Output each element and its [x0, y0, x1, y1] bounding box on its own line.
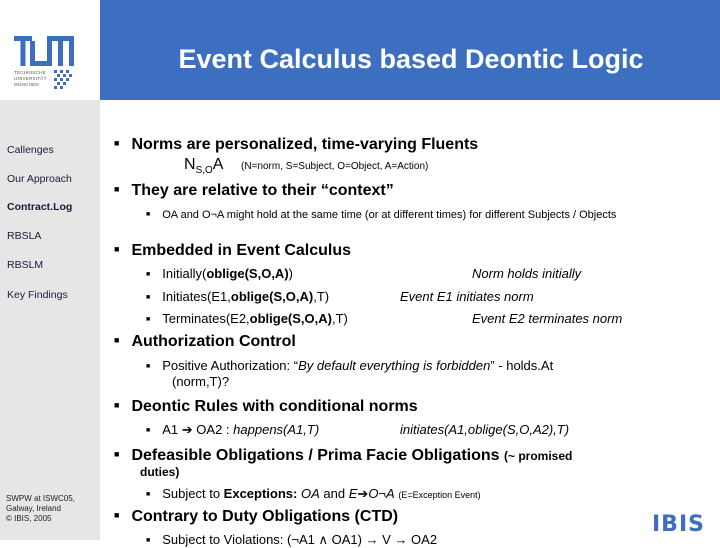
- bullet-square-icon: ■: [114, 449, 120, 459]
- bullet-square-icon: ■: [114, 244, 120, 254]
- sidebar-item-rbsla[interactable]: RBSLA: [7, 230, 42, 242]
- auth-positive-line2: (norm,T)?: [172, 374, 230, 389]
- bullet-authorization: ■ Authorization Control: [114, 333, 296, 350]
- ec-terminates-note: Event E2 terminates norm: [472, 311, 623, 326]
- bullet-deontic: ■ Deontic Rules with conditional norms: [114, 398, 418, 415]
- slide-title: Event Calculus based Deontic Logic: [178, 44, 644, 74]
- defeasible-note-line2: duties): [140, 465, 180, 479]
- defeasible-exceptions: ■ Subject to Exceptions: OA and E➔O¬A (E=Exception Event): [146, 486, 481, 501]
- sidebar-item-key-findings[interactable]: Key Findings: [7, 289, 68, 301]
- ctd-violations: ■ Subject to Violations: (¬A1 ∧ OA1) → V → OA2: [146, 532, 438, 547]
- bullet-square-icon: ■: [146, 271, 151, 278]
- bullet-square-icon: ■: [114, 510, 120, 520]
- sidebar-item-challenges[interactable]: Callenges: [7, 144, 54, 156]
- bullet-square-icon: ■: [146, 294, 151, 301]
- sidebar: [0, 100, 100, 540]
- bullet-square-icon: ■: [114, 400, 120, 410]
- bullet-square-icon: ■: [146, 363, 151, 370]
- bullet-defeasible: ■ Defeasible Obligations / Prima Facie Obligations (~ promised: [114, 447, 573, 464]
- ibis-logo: IBIS: [652, 512, 705, 537]
- auth-positive: ■ Positive Authorization: “By default everything is forbidden” - holds.At: [146, 358, 554, 373]
- bullet-square-icon: ■: [146, 491, 151, 498]
- ec-initiates: ■ Initiates(E1,oblige(S,O,A),T): [146, 289, 330, 304]
- tum-logo-grid-icon: [54, 70, 76, 90]
- sidebar-item-rbslm[interactable]: RBSLM: [7, 259, 44, 271]
- footer-line: Galway, Ireland: [6, 504, 61, 513]
- bullet-square-icon: ■: [146, 427, 151, 434]
- norm-formula: $N_{S,O}A$ (N=norm, S=Subject, O=Object, A=Action): [184, 156, 429, 177]
- tum-logo-mark: [14, 36, 74, 66]
- bullet-square-icon: ■: [114, 335, 120, 345]
- ec-terminates: ■ Terminates(E2,oblige(S,O,A),T): [146, 311, 348, 326]
- bullet-square-icon: ■: [146, 316, 151, 323]
- slide-content: [100, 100, 720, 547]
- bullet-context: ■ They are relative to their “context”: [114, 182, 394, 199]
- bullet-square-icon: ■: [146, 537, 151, 544]
- bullet-embedded: ■ Embedded in Event Calculus: [114, 242, 352, 259]
- deontic-rule: ■ A1 ➔ OA2 : happens(A1,T): [146, 422, 320, 437]
- deontic-initiates: initiates(A1,oblige(S,O,A2),T): [400, 422, 570, 437]
- right-arrow-icon: ➔: [181, 422, 193, 437]
- ec-initiates-note: Event E1 initiates norm: [400, 289, 534, 304]
- tum-logo-subtitle: TECHNISCHE UNIVERSITÄT MÜNCHEN: [14, 70, 47, 87]
- footer-line: © IBIS, 2005: [6, 514, 52, 523]
- sidebar-item-our-approach[interactable]: Our Approach: [7, 173, 72, 185]
- slide-header: [0, 0, 720, 100]
- ec-initially-note: Norm holds initially: [472, 266, 582, 281]
- sub-bullet-context: ■ OA and O¬A might hold at the same time (or at different times) for different Subjects / Objects: [146, 209, 617, 221]
- bullet-norms: ■ Norms are personalized, time-varying Fluents: [114, 136, 479, 153]
- right-arrow-icon: ➔: [357, 486, 369, 501]
- tum-logo: [0, 0, 100, 100]
- bullet-square-icon: ■: [146, 211, 151, 218]
- sidebar-footer: [6, 494, 75, 524]
- sidebar-item-contract-log[interactable]: Contract.Log: [7, 201, 73, 213]
- ec-initially: ■ Initially(oblige(S,O,A)): [146, 266, 293, 281]
- footer-line: SWPW at ISWC05,: [6, 494, 75, 503]
- bullet-square-icon: ■: [114, 138, 120, 148]
- bullet-ctd: ■ Contrary to Duty Obligations (CTD): [114, 508, 399, 525]
- bullet-square-icon: ■: [114, 184, 120, 194]
